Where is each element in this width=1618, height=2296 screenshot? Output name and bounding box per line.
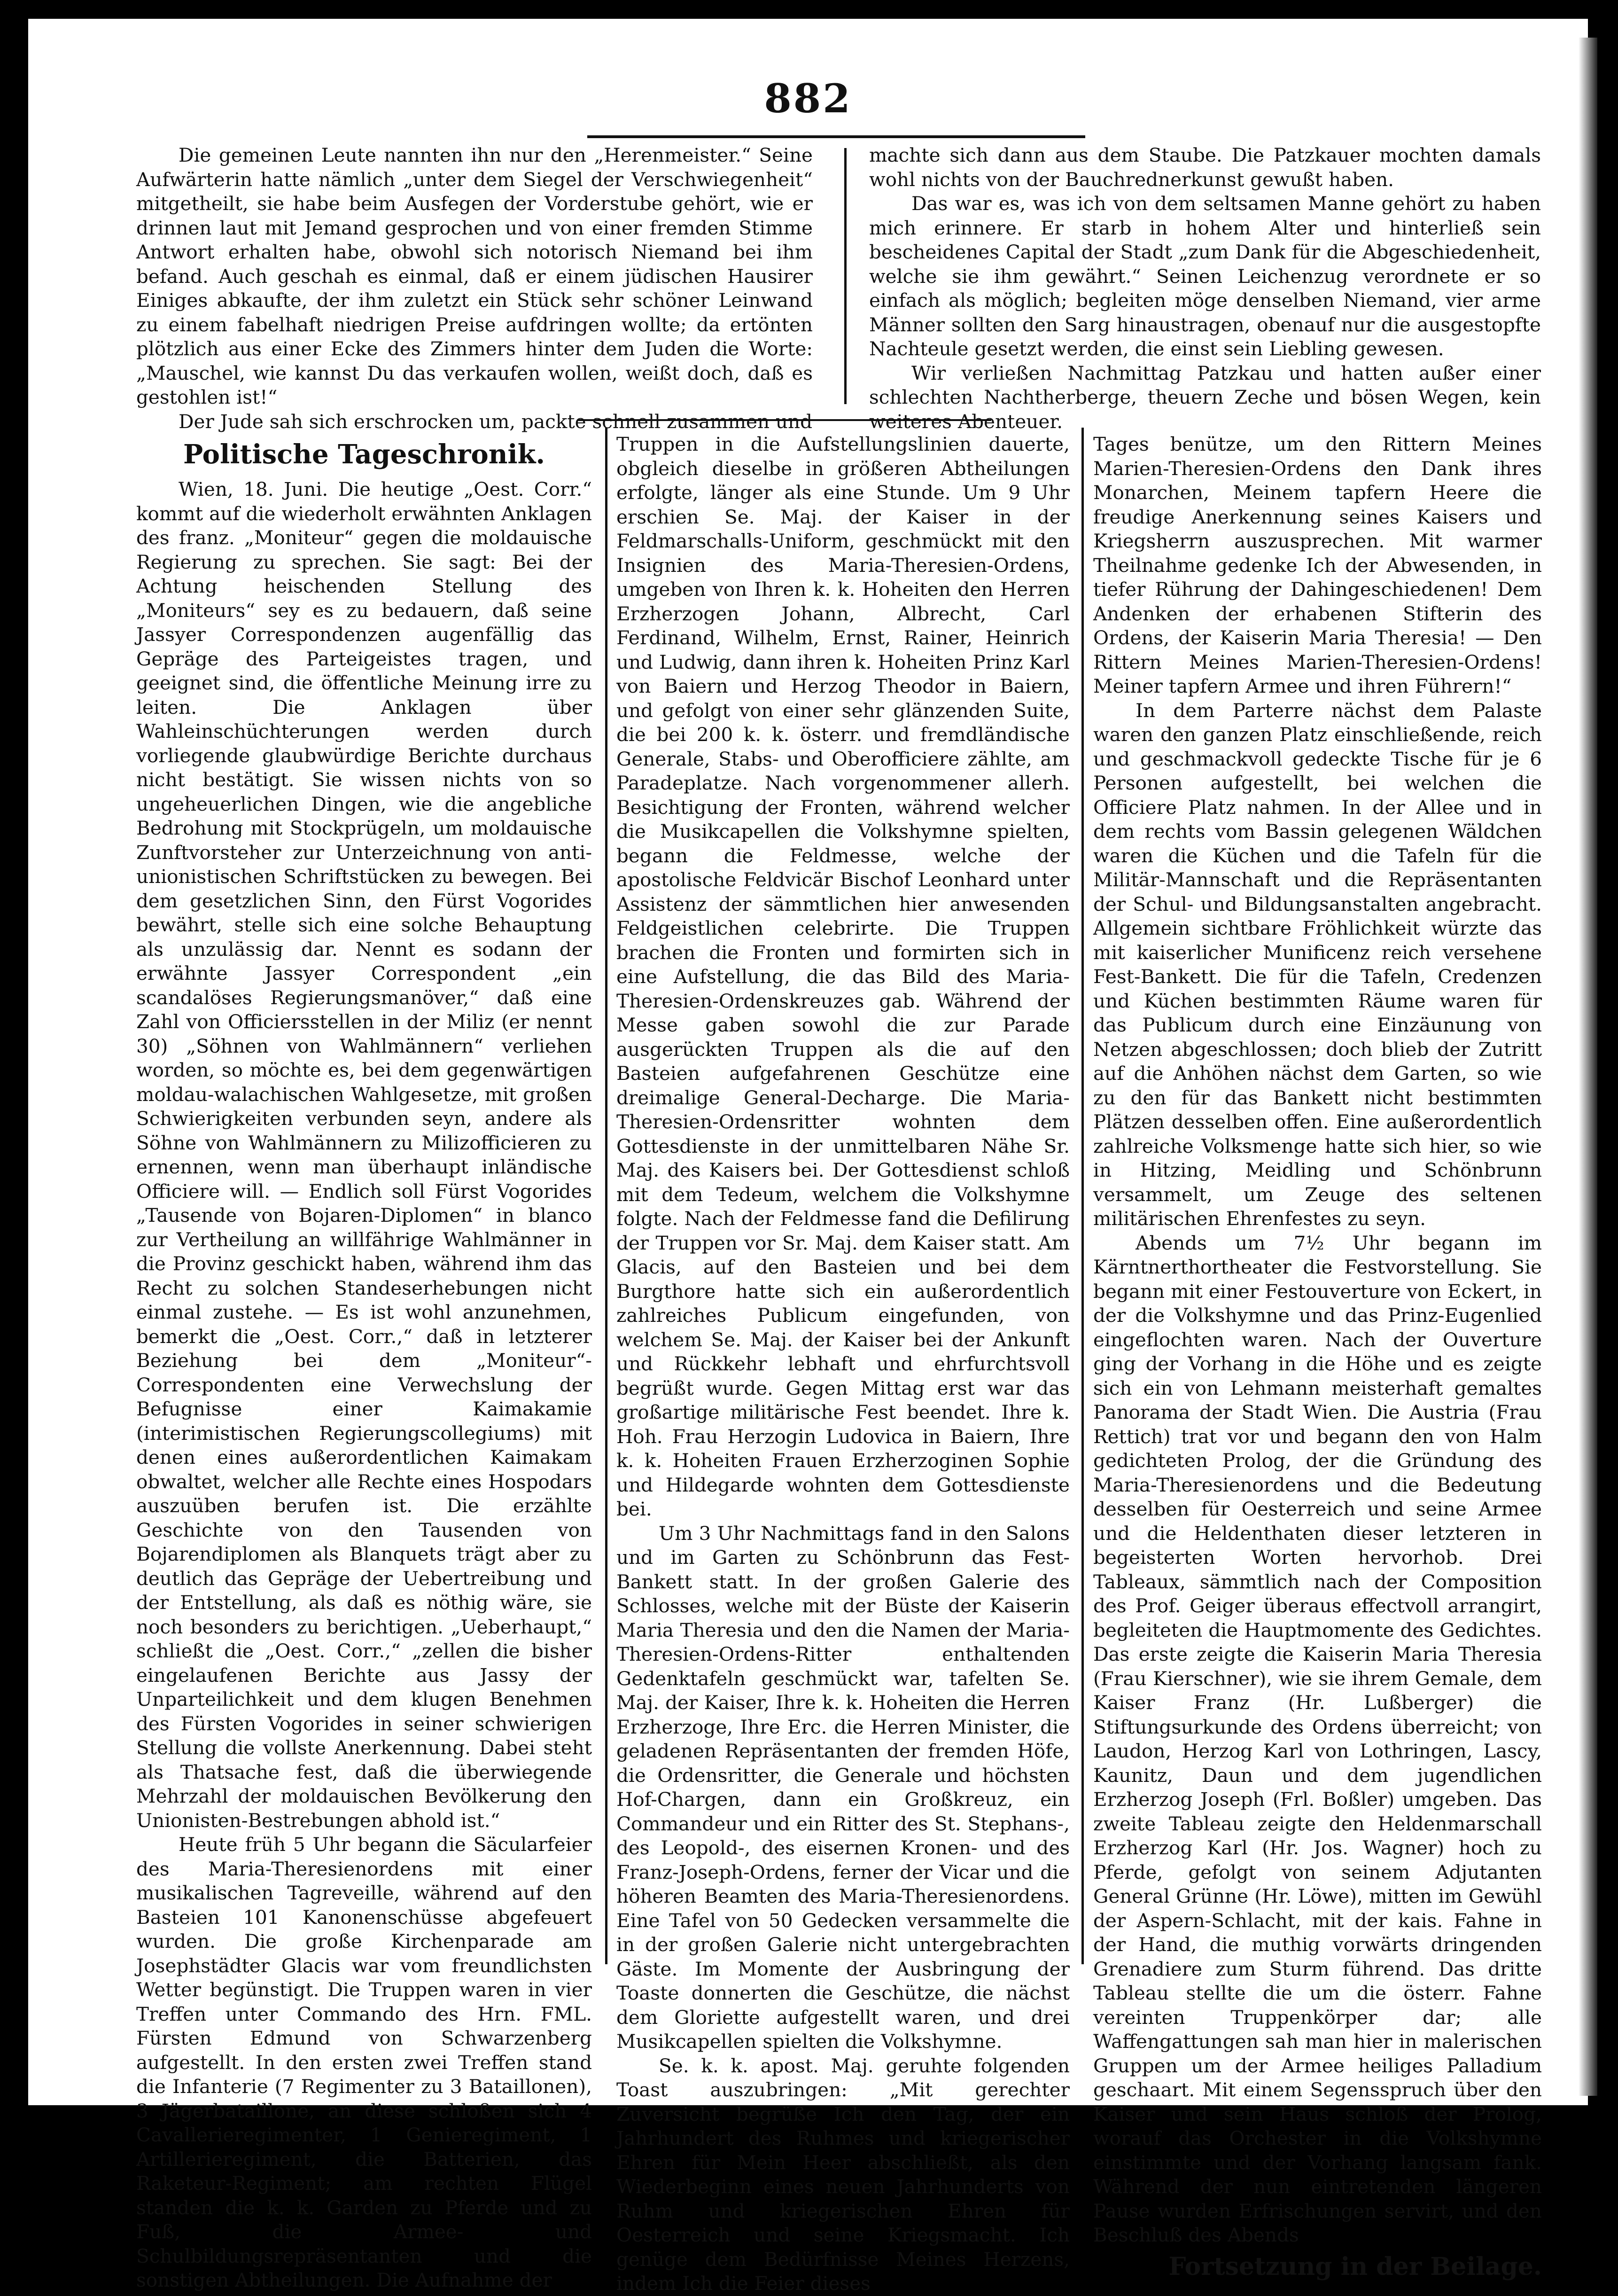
upper-right-column: [869, 143, 1541, 433]
column-3: [1093, 432, 1542, 2281]
paragraph: Die gemeinen Leute nannten ihn nur den „Herenmeister.“ Seine Aufwärterin hatte nämlich „unter dem Siegel der Verschwiegenheit“ mitgetheilt, sie habe beim Ausfegen der Vorderstube gehört, wie er drinnen laut mit Jemand gesprochen und von einer fremden Stimme Antwort erhalten habe, obwohl sich notorisch Niemand bei ihm befand. Auch geschah es einmal, daß er einem jüdischen Hausirer Einiges abkaufte, der ihm zuletzt ein Stück sehr schöner Leinwand zu einem fabelhaft niedrigen Preise aufdringen wollte; da ertönten plötzlich aus einer Ecke des Zimmers hinter dem Juden die Worte: „Mauschel, wie kannst Du das verkaufen wollen, weißt doch, daß es gestohlen ist!“: [136, 144, 813, 408]
paragraph: In dem Parterre nächst dem Palaste waren den ganzen Platz einschließende, reich und geschmackvoll gedeckte Tische für je 6 Personen aufgestellt, bei welchen die Officiere Platz nahmen. In der Allee und in dem rechts vom Bassin gelegenen Wäldchen waren die Küchen und die Tafeln für die Militär-Mannschaft und die Repräsentanten der Schul- und Bildungsanstalten angebracht. Allgemein sichtbare Fröhlichkeit würzte das mit kaiserlicher Munificenz reich versehene Fest-Bankett. Die für die Tafeln, Credenzen und Küchen bestimmten Räume waren für das Publicum durch eine Einzäunung von Netzen abgeschlossen; doch blieb der Zutritt auf die Anhöhen nächst dem Garten, so wie zu den für das Bankett nicht bestimmten Plätzen desselben offen. Eine außerordentlich zahlreiche Volksmenge hatte sich hier, so wie in Hitzing, Meidling und Schönbrunn versammelt, um Zeuge des seltenen militärischen Ehrenfestes zu seyn.: [1093, 699, 1542, 1230]
upper-left-column: [136, 143, 813, 433]
paragraph: Um 3 Uhr Nachmittags fand in den Salons und im Garten zu Schönbrunn das Fest-Bankett statt. In der großen Galerie des Schlosses, welche mit der Büste der Kaiserin Maria Theresia und den die Namen der Maria-Theresien-Ordens-Ritter enthaltenden Gedenktafeln geschmückt war, tafelten Se. Maj. der Kaiser, Ihre k. k. Hoheiten die Herren Erzherzoge, Ihre Erc. die Herren Minister, die geladenen Repräsentanten der fremden Höfe, die Ordensritter, die Generale und höchsten Hof-Chargen, dann ein Großkreuz, ein Commandeur und ein Ritter des St. Stephans-, des Leopold-, des eisernen Kronen- und des Franz-Joseph-Ordens, ferner der Vicar und die höheren Beamten des Maria-Theresienordens. Eine Tafel von 50 Gedecken versammelte die in der großen Galerie nicht untergebrachten Gäste. Im Momente der Ausbringung der Toaste donnerten die Geschütze, die nächst dem Gloriette aufgestellt waren, und drei Musikcapellen spielten die Volkshymne.: [616, 1522, 1070, 2053]
continuation-note: Fortsetzung in der Beilage.: [1168, 2252, 1542, 2281]
section-divider: [578, 419, 991, 421]
upper-column-divider: [844, 148, 847, 404]
newspaper-page: [28, 19, 1588, 2295]
paragraph: Heute früh 5 Uhr begann die Säcularfeier des Maria-Theresienordens mit einer musikalischen Tagreveille, während auf den Basteien 101 Kanonenschüsse abgefeuert wurden. Die große Kirchenparade am Josephstädter Glacis war vom freundlichsten Wetter begünstigt. Die Truppen waren in vier Treffen unter Commando des Hrn. FML. Fürsten Edmund von Schwarzenberg aufgestellt. In den ersten zwei Treffen stand die Infanterie (7 Regimenter zu 3 Bataillonen), 3 Jägerbataillone, an diese schloßen sich 4 Cavallerieregimenter, 1 Genieregiment, 1 Artillerieregiment, die Batterien, das Raketeur-Regiment; am rechten Flügel standen die k. k. Garden zu Pferde und zu Fuß, die Armee- und Schulbildungsrepräsentanten und die sonstigen Abtheilungen. Die Aufnahme der: [136, 1833, 592, 2291]
paragraph: Wir verließen Nachmittag Patzkau und hatten außer einer schlechten Nachtherberge, theuern Zeche und bösen Wegen, kein weiteres Abenteuer.: [869, 361, 1541, 433]
page-edge-shadow: [1579, 38, 1597, 2096]
column-divider-1: [605, 428, 607, 1964]
paragraph: Wien, 18. Juni. Die heutige „Oest. Corr.“ kommt auf die wiederholt erwähnten Anklagen des franz. „Moniteur“ gegen die moldauische Regierung zu sprechen. Sie sagt: Bei der Achtung heischenden Stellung des „Moniteurs“ sey es zu bedauern, daß seine Jassyer Correspondenzen augenfällig das Gepräge des Parteigeistes tragen, und geeignet sind, die öffentliche Meinung irre zu leiten. Die Anklagen über Wahleinschüchterungen werden durch vorliegende glaubwürdige Berichte durchaus nicht bestätigt. Sie wissen nichts von so ungeheuerlichen Dingen, wie die angebliche Bedrohung mit Stockprügeln, um moldauische Zunftvorsteher zur Unterzeichnung von anti-unionistischen Schriftstücken zu bewegen. Bei dem gesetzlichen Sinn, den Fürst Vogorides bewährt, stelle sich eine solche Behauptung als unzulässig dar. Nennt es sodann der erwähnte Jassyer Correspondent „ein scandalöses Regierungsmanöver,“ daß eine Zahl von Officiersstellen in der Miliz (er nennt 30) „Söhnen von Wahlmännern“ verliehen worden, so möchte es, bei dem gegenwärtigen moldau-walachischen Wahlgesetze, mit großen Schwierigkeiten verbunden seyn, andere als Söhne von Wahlmännern zu Milizofficieren zu ernennen, wenn man überhaupt inländische Officiere will. — Endlich soll Fürst Vogorides „Tausende von Bojaren-Diplomen“ in blanco zur Vertheilung an willfährige Wahlmänner in die Provinz geschickt haben, während ihm das Recht zu solchen Standeserhebungen nicht einmal zustehe. — Es ist wohl anzunehmen, bemerkt die „Oest. Corr.,“ daß in letzterer Beziehung bei dem „Moniteur“-Correspondenten eine Verwechslung der Befugnisse einer Kaimakamie (interimistischen Regierungscollegiums) mit denen eines außerordentlichen Kaimakam obwaltet, welcher alle Rechte eines Hospodars auszuüben berufen ist. Die erzählte Geschichte von den Tausenden von Bojarendiplomen als Blanquets trägt aber zu deutlich das Gepräge der Uebertreibung und der Entstellung, als daß es nöthig wäre, sie noch besonders zu berichtigen. „Ueberhaupt,“ schließt die „Oest. Corr.,“ „zellen die bisher eingelaufenen Berichte aus Jassy der Unparteilichkeit und dem klugen Benehmen des Fürsten Vogorides in seiner schwierigen Stellung die vollste Anerkennung. Dabei steht als Thatsache fest, daß die überwiegende Mehrzahl der moldauischen Bevölkerung den Unionisten-Bestrebungen abhold ist.“: [136, 478, 592, 1832]
paragraph: Der Jude sah sich erschrocken um, packte schnell zusammen und: [179, 410, 812, 433]
paragraph: Das war es, was ich von dem seltsamen Manne gehört zu haben mich erinnere. Er starb in hohem Alter und hinterließ sein bescheidenes Capital der Stadt „zum Dank für die Abgeschiedenheit, welche sie ihm gewährt.“ Seinen Leichenzug verordnete er so einfach als möglich; begleiten möge denselben Niemand, vier arme Männer sollten den Sarg hinaustragen, obenauf nur die ausgestopfte Nachteule gesetzt werden, die einst sein Liebling gewesen.: [869, 192, 1541, 360]
page-number: 882: [764, 75, 852, 122]
header-rule: [587, 135, 1085, 138]
column-2: [616, 432, 1070, 2295]
paragraph: Tages benütze, um den Rittern Meines Marien-Theresien-Ordens den Dank ihres Monarchen, Meinem tapfern Heere die freudige Anerkennung seines Kaisers und Kriegsherrn auszusprechen. Mit warmer Theilnahme gedenke Ich der Abwesenden, in tiefer Rührung der Dahingeschiedenen! Dem Andenken der erhabenen Stifterin des Ordens, der Kaiserin Maria Theresia! — Den Rittern Meines Marien-Theresien-Ordens! Meiner tapfern Armee und ihren Führern!“: [1093, 433, 1542, 697]
paragraph: Truppen in die Aufstellungslinien dauerte, obgleich dieselbe in größeren Abtheilungen erfolgte, länger als eine Stunde. Um 9 Uhr erschien Se. Maj. der Kaiser in der Feldmarschalls-Uniform, geschmückt mit den Insignien des Maria-Theresien-Ordens, umgeben von Ihren k. k. Hoheiten den Herren Erzherzogen Johann, Albrecht, Carl Ferdinand, Wilhelm, Ernst, Rainer, Heinrich und Ludwig, dann ihren k. Hoheiten Prinz Karl von Baiern und Herzog Theodor in Baiern, und gefolgt von einer sehr glänzenden Suite, die bei 200 k. k. österr. und fremdländische Generale, Stabs- und Oberofficiere zählte, am Paradeplatze. Nach vorgenommener allerh. Besichtigung der Fronten, während welcher die Musikcapellen die Volkshymne spielten, begann die Feldmesse, welche der apostolische Feldvicär Bischof Leonhard unter Assistenz der sämmtlichen hier anwesenden Feldgeistlichen celebrirte. Die Truppen brachen die Fronten und formirten sich in eine Aufstellung, die das Bild des Maria-Theresien-Ordenskreuzes gab. Während der Messe gaben sowohl die zur Parade ausgerückten Truppen als die auf den Basteien aufgefahrenen Geschütze eine dreimalige General-Decharge. Die Maria-Theresien-Ordensritter wohnten dem Gottesdienste in der unmittelbaren Nähe Sr. Maj. des Kaisers bei. Der Gottesdienst schloß mit dem Tedeum, welchem die Volkshymne folgte. Nach der Feldmesse fand die Defilirung der Truppen vor Sr. Maj. dem Kaiser statt. Am Glacis, auf den Basteien und bei dem Burgthore hatte sich ein außerordentlich zahlreiches Publicum eingefunden, von welchem Se. Maj. der Kaiser bei der Ankunft und Rückkehr lebhaft und ehrfurchtsvoll begrüßt wurde. Gegen Mittag erst war das großartige militärische Fest beendet. Ihre k. Hoh. Frau Herzogin Ludovica in Baiern, Ihre k. k. Hoheiten Frauen Erzherzoginen Sophie und Hildegarde wohnten dem Gottesdienste bei.: [616, 433, 1070, 1520]
column-divider-2: [1081, 428, 1084, 1964]
column-1: [136, 432, 592, 2291]
paragraph: machte sich dann aus dem Staube. Die Patzkauer mochten damals wohl nichts von der Bauchrednerkunst gewußt haben.: [869, 144, 1541, 191]
paragraph: Se. k. k. apost. Maj. geruhte folgenden Toast auszubringen: „Mit gerechter Zuversicht begrüße Ich den Tag, der ein Jahrhundert des Ruhmes und kriegerischer Ehren für Mein Heer abschließt, als den Wiederbeginn eines neuen Jahrhunderts von Ruhm und kriegerischen Ehren für Oesterreich und seine Kriegsmacht. Ich genüge dem Bedürfnisse Meines Herzens, indem Ich die Feier dieses: [616, 2054, 1070, 2295]
paragraph: Abends um 7½ Uhr begann im Kärntnerthortheater die Festvorstellung. Sie begann mit einer Festouverture von Eckert, in der die Volkshymne und das Prinz-Eugenlied eingeflochten waren. Nach der Ouverture ging der Vorhang in die Höhe und es zeigte sich ein von Lehmann meisterhaft gemaltes Panorama der Stadt Wien. Die Austria (Frau Rettich) trat vor und begann den von Halm gedichteten Prolog, der die Gründung des Maria-Theresienordens und die Bedeutung desselben für Oesterreich und seine Armee und die Heldenthaten dieser letzteren in begeisterten Worten hervorhob. Drei Tableaux, sämmtlich nach der Composition des Prof. Geiger überaus effectvoll arrangirt, begleiteten die Hauptmomente des Gedichtes. Das erste zeigte die Kaiserin Maria Theresia (Frau Kierschner), wie sie ihrem Gemale, dem Kaiser Franz (Hr. Lußberger) die Stiftungsurkunde des Ordens überreicht; von Laudon, Herzog Karl von Lothringen, Lascy, Kaunitz, Daun und dem jugendlichen Erzherzog Joseph (Frl. Boßler) umgeben. Das zweite Tableau zeigte den Heldenmarschall Erzherzog Karl (Hr. Jos. Wagner) hoch zu Pferde, gefolgt von seinem Adjutanten General Grünne (Hr. Löwe), mitten im Gewühl der Aspern-Schlacht, mit der kais. Fahne in der Hand, die muthig vorwärts dringenden Grenadiere zum Sturm führend. Das dritte Tableau stellte die um die österr. Fahne vereinten Truppenkörper dar; alle Waffengattungen sah man hier in malerischen Gruppen um der Armee heiliges Palladium geschaart. Mit einem Segensspruch über den Kaiser und sein Haus schloß der Prolog, worauf das Orchester in die Volkshymne einstimmte und der Vorhang langsam fank. Während der nun eintretenden längeren Pause wurden Erfrischungen servirt, und den Beschluß des Abends: [1093, 1231, 1542, 2246]
section-headline: Politische Tageschronik.: [183, 439, 545, 470]
